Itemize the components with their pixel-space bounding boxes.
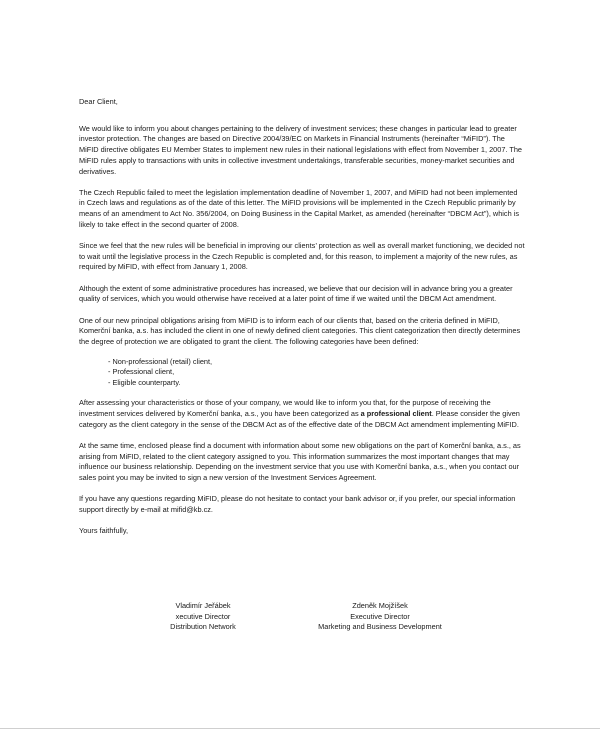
signatory-unit: Distribution Network [170,622,236,631]
salutation: Dear Client, [79,97,118,106]
letter-body [79,97,525,537]
paragraph-enclosed-document: At the same time, enclosed please find a document with information about some new obligations on the part of Komerční banka, a.s., as arising from MiFID, related to the client category assigned to you. This information summarizes the most important changes that may influence our business relationship. Depending on the investment service that you use with Komerční banka, a.s., when you contact our sales point you may be invited to sign a new version of the Investment Services Agreement. [79,440,521,482]
paragraph-categorization [79,398,525,430]
paragraph-early-adoption: Since we feel that the new rules will be beneficial in improving our clients’ protection as well as overall market functioning, we decided not to wait until the legislative process in the Czech Republic is completed and, for this reason, to implement a majority of the new rules, as required by MiFID, with effect from January 1, 2008. [79,241,525,272]
paragraph-contact: If you have any questions regarding MiFID, please do not hesitate to contact your bank advisor or, if you prefer, our special information support directly by e-mail at mifid@kb.cz. [79,494,516,514]
signatory-title: xecutive Director [175,611,231,621]
signatory-title: Executive Director [350,611,410,621]
paragraph-administrative-procedures: Although the extent of some administrative procedures has increased, we believe that our decision will in advance bring you a greater quality of services, which you would otherwise have received at a later point of time if we waited until the DBCM Act amendment. [79,283,513,304]
list-item: - Eligible counterparty. [108,377,181,387]
paragraph-czech-implementation: The Czech Republic failed to meet the legislation implementation deadline of November 1, 2007, and MiFID had not been implemented in Czech laws and regulations as of the date of this letter. The MiFID provisions will be implemented in the Czech Republic primarily by means of an amendment to Act No. 356/2004, on Doing Business in the Capital Market, as amended (hereinafter “DBCM Act”), which is likely to take effect in the second quarter of 2008. [79,187,520,229]
signatory-name: Zdeněk Mojžíšek [352,601,408,610]
signature-left [148,601,258,633]
signature-right [305,601,455,633]
signatory-name: Vladimír Jeřábek [175,601,231,610]
categorization-text-start: After assessing your characteristics or those of your company, we would like to inform you that, for the purpose of receiving the investment services delivered by Komerční banka, a.s., you have been categorized as [79,398,491,418]
paragraph-mifid-intro: We would like to inform you about changes pertaining to the delivery of investment services; these changes in particular lead to greater investor protection. The changes are based on Directive 2004/39/EC on Markets in Financial Instruments (hereinafter “MiFID”). The MiFID directive obligates EU Member States to implement new rules in their national legislations with effect from November 1, 2007. The MiFID rules apply to transactions with units in collective investment undertakings, transferable securities, money-market securities and derivatives. [79,123,523,176]
closing: Yours faithfully, [79,526,128,536]
client-category-list [79,357,525,388]
list-item: - Professional client, [108,367,175,377]
list-item: - Non-professional (retail) client, [108,357,213,367]
signatory-unit: Marketing and Business Development [318,622,442,631]
categorization-text-end: . Please consider the given category as the client category in the sense of the DBCM Act as of the effective date of the DBCM Act amendment implementing MiFID. [79,408,520,429]
paragraph-client-categories: One of our new principal obligations arising from MiFID is to inform each of our clients that, based on the criteria defined in MiFID, Komerční banka, a.s. has included the client in one of newly defined client categories. This client categorization then directly determines the degree of protection we are obligated to grant the client. The following categories have been defined: [79,315,521,346]
client-category-highlight: a professional client [360,408,432,418]
